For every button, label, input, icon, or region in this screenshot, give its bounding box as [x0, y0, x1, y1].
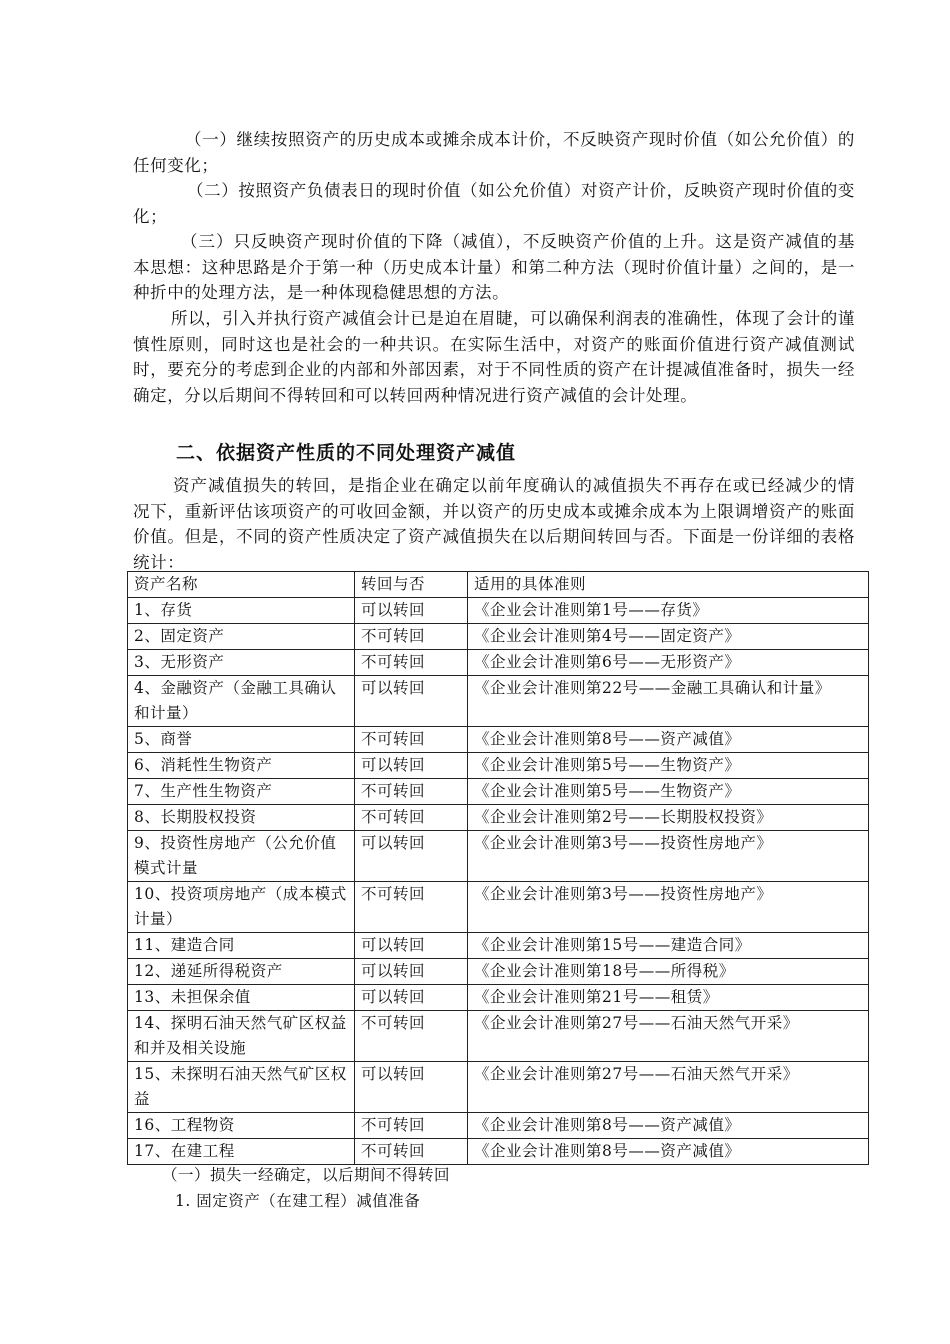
- reversal-cell: 可以转回: [355, 933, 468, 959]
- paragraph-2: （二）按照资产负债表日的现时价值（如公允价值）对资产计价，反映资产现时价值的变化；: [133, 181, 855, 226]
- standard-cell: 《企业会计准则第6号——无形资产》: [468, 650, 869, 676]
- reversal-cell: 不可转回: [355, 727, 468, 753]
- asset-name-cell: 9、投资性房地产（公允价值模式计量: [128, 831, 355, 882]
- reversal-cell: 可以转回: [355, 753, 468, 779]
- reversal-cell: 不可转回: [355, 1011, 468, 1062]
- standard-cell: 《企业会计准则第8号——资产减值》: [468, 1113, 869, 1139]
- table-row: [128, 1139, 869, 1165]
- section-heading: 二、依据资产性质的不同处理资产减值: [176, 442, 517, 464]
- paragraph-4: 所以，引入并执行资产减值会计已是迫在眉睫，可以确保利润表的准确性，体现了会计的谨慎性原则，同时这也是社会的一种共识。在实际生活中，对资产的账面价值进行资产减值测试时，要充分的考虑到企业的内部和外部因素，对于不同性质的资产在计提减值准备时，损失一经确定，分以后期间不得转回和可以转回两种情况进行资产减值的会计处理。: [133, 309, 855, 405]
- reversal-cell: 可以转回: [355, 831, 468, 882]
- reversal-cell: 不可转回: [355, 882, 468, 933]
- table-row: [128, 598, 869, 624]
- reversal-cell: 不可转回: [355, 624, 468, 650]
- reversal-cell: 不可转回: [355, 805, 468, 831]
- table-row: [128, 1113, 869, 1139]
- asset-name-cell: 6、消耗性生物资产: [128, 753, 355, 779]
- standard-cell: 《企业会计准则第21号——租赁》: [468, 985, 869, 1011]
- table-row: [128, 753, 869, 779]
- table-row: [128, 676, 869, 727]
- standard-cell: 《企业会计准则第1号——存货》: [468, 598, 869, 624]
- standard-cell: 《企业会计准则第8号——资产减值》: [468, 727, 869, 753]
- table-row: [128, 727, 869, 753]
- sub-item-heading: 1. 固定资产（在建工程）减值准备: [175, 1192, 421, 1210]
- table-row: [128, 624, 869, 650]
- asset-name-cell: 12、递延所得税资产: [128, 959, 355, 985]
- reversal-cell: 不可转回: [355, 779, 468, 805]
- asset-name-cell: 4、金融资产（金融工具确认和计量）: [128, 676, 355, 727]
- asset-name-cell: 10、投资项房地产（成本模式计量）: [128, 882, 355, 933]
- table-row: [128, 933, 869, 959]
- reversal-cell: 可以转回: [355, 598, 468, 624]
- subsection-heading: （一）损失一经确定，以后期间不得转回: [162, 1166, 451, 1184]
- paragraph-1: （一）继续按照资产的历史成本或摊余成本计价，不反映资产现时价值（如公允价值）的任何变化；: [133, 130, 855, 175]
- asset-name-cell: 17、在建工程: [128, 1139, 355, 1165]
- table-row: [128, 1011, 869, 1062]
- standard-cell: 《企业会计准则第5号——生物资产》: [468, 779, 869, 805]
- asset-name-cell: 11、建造合同: [128, 933, 355, 959]
- header-reversal: 转回与否: [355, 572, 468, 598]
- asset-name-cell: 13、未担保余值: [128, 985, 355, 1011]
- asset-name-cell: 7、生产性生物资产: [128, 779, 355, 805]
- header-asset-name: 资产名称: [128, 572, 355, 598]
- asset-name-cell: 5、商誉: [128, 727, 355, 753]
- standard-cell: 《企业会计准则第2号——长期股权投资》: [468, 805, 869, 831]
- table-row: [128, 831, 869, 882]
- table-row: [128, 959, 869, 985]
- asset-name-cell: 2、固定资产: [128, 624, 355, 650]
- intro-paragraph: 资产减值损失的转回，是指企业在确定以前年度确认的减值损失不再存在或已经减少的情况下，重新评估该项资产的可收回金额，并以资产的历史成本或摊余成本为上限调增资产的账面价值。但是，不同的资产性质决定了资产减值损失在以后期间转回与否。下面是一份详细的表格统计：: [133, 476, 855, 572]
- table-row: [128, 985, 869, 1011]
- standard-cell: 《企业会计准则第4号——固定资产》: [468, 624, 869, 650]
- standard-cell: 《企业会计准则第15号——建造合同》: [468, 933, 869, 959]
- reversal-cell: 可以转回: [355, 1062, 468, 1113]
- reversal-cell: 可以转回: [355, 676, 468, 727]
- reversal-cell: 不可转回: [355, 650, 468, 676]
- asset-name-cell: 8、长期股权投资: [128, 805, 355, 831]
- table-row: [128, 805, 869, 831]
- table-row: [128, 1062, 869, 1113]
- standard-cell: 《企业会计准则第22号——金融工具确认和计量》: [468, 676, 869, 727]
- standard-cell: 《企业会计准则第3号——投资性房地产》: [468, 831, 869, 882]
- header-standard: 适用的具体准则: [468, 572, 869, 598]
- standard-cell: 《企业会计准则第27号——石油天然气开采》: [468, 1062, 869, 1113]
- reversal-cell: 不可转回: [355, 1139, 468, 1165]
- standard-cell: 《企业会计准则第27号——石油天然气开采》: [468, 1011, 869, 1062]
- table-row: [128, 779, 869, 805]
- standard-cell: 《企业会计准则第3号——投资性房地产》: [468, 882, 869, 933]
- asset-name-cell: 15、未探明石油天然气矿区权益: [128, 1062, 355, 1113]
- impairment-table: [127, 571, 869, 1165]
- asset-name-cell: 1、存货: [128, 598, 355, 624]
- table-header-row: [128, 572, 869, 598]
- reversal-cell: 可以转回: [355, 959, 468, 985]
- table-row: [128, 882, 869, 933]
- asset-name-cell: 14、探明石油天然气矿区权益和并及相关设施: [128, 1011, 355, 1062]
- asset-name-cell: 3、无形资产: [128, 650, 355, 676]
- standard-cell: 《企业会计准则第5号——生物资产》: [468, 753, 869, 779]
- reversal-cell: 可以转回: [355, 985, 468, 1011]
- asset-name-cell: 16、工程物资: [128, 1113, 355, 1139]
- paragraph-3: （三）只反映资产现时价值的下降（减值），不反映资产价值的上升。这是资产减值的基本思想：这种思路是介于第一种（历史成本计量）和第二种方法（现时价值计量）之间的，是一种折中的处理方法，是一种体现稳健思想的方法。: [133, 232, 855, 302]
- table-row: [128, 650, 869, 676]
- standard-cell: 《企业会计准则第18号——所得税》: [468, 959, 869, 985]
- standard-cell: 《企业会计准则第8号——资产减值》: [468, 1139, 869, 1165]
- reversal-cell: 不可转回: [355, 1113, 468, 1139]
